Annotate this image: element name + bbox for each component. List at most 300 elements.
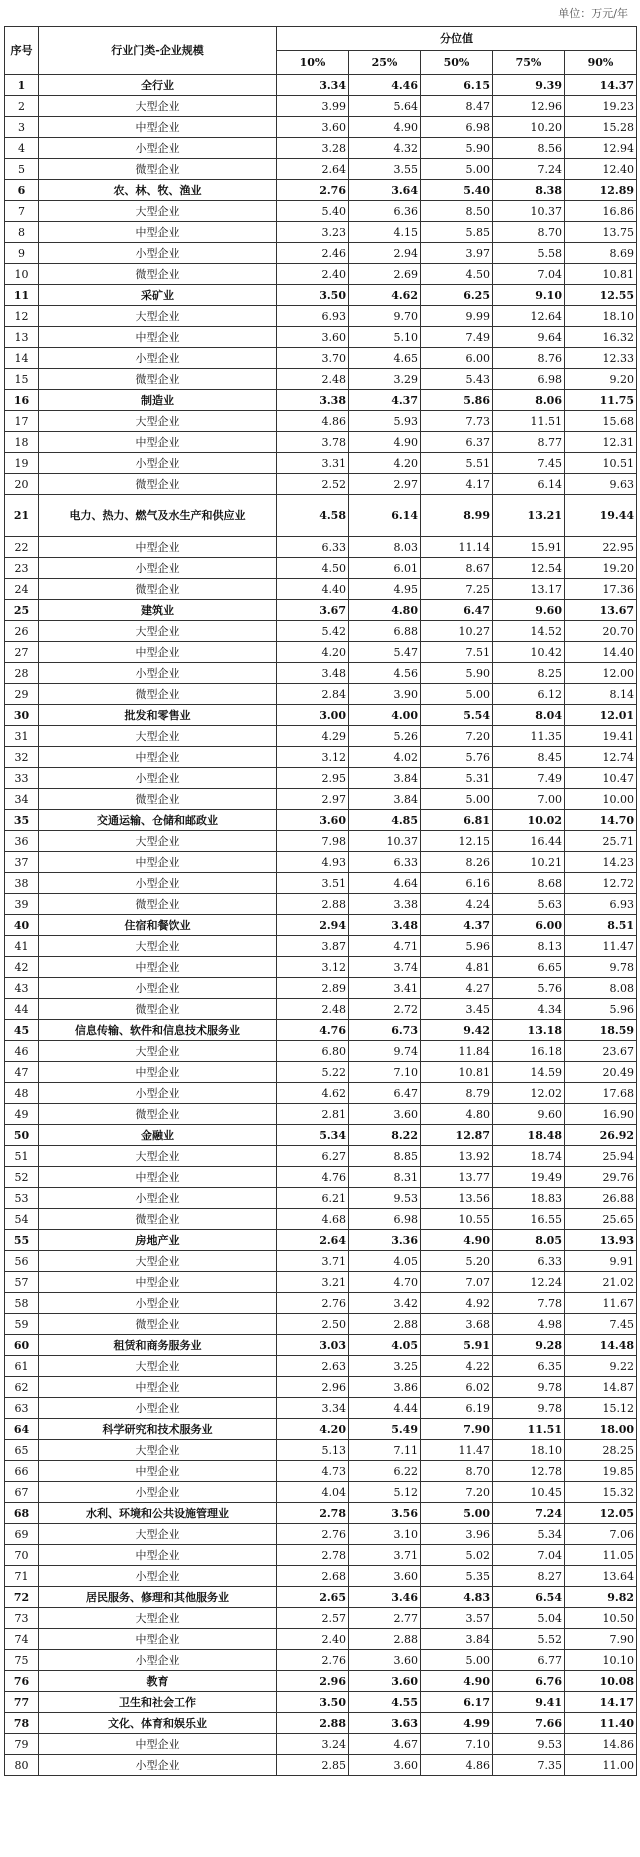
row-number: 50: [5, 1125, 39, 1146]
industry-name: 文化、体育和娱乐业: [39, 1713, 277, 1734]
value-p10: 2.84: [277, 684, 349, 705]
value-p75: 10.02: [493, 810, 565, 831]
value-p10: 3.87: [277, 936, 349, 957]
value-p50: 13.77: [421, 1167, 493, 1188]
row-number: 75: [5, 1650, 39, 1671]
table-row: [5, 1650, 637, 1671]
table-row: [5, 222, 637, 243]
value-p10: 2.96: [277, 1377, 349, 1398]
enterprise-size: 微型企业: [39, 474, 277, 495]
value-p75: 10.42: [493, 642, 565, 663]
value-p90: 14.40: [565, 642, 637, 663]
value-p25: 3.60: [349, 1650, 421, 1671]
value-p75: 5.04: [493, 1608, 565, 1629]
enterprise-size: 中型企业: [39, 222, 277, 243]
value-p25: 6.98: [349, 1209, 421, 1230]
value-p25: 9.53: [349, 1188, 421, 1209]
value-p10: 2.57: [277, 1608, 349, 1629]
row-number: 43: [5, 978, 39, 999]
value-p10: 2.76: [277, 1524, 349, 1545]
row-number: 63: [5, 1398, 39, 1419]
value-p50: 10.55: [421, 1209, 493, 1230]
value-p75: 6.35: [493, 1356, 565, 1377]
value-p10: 3.31: [277, 453, 349, 474]
value-p50: 10.27: [421, 621, 493, 642]
value-p75: 7.66: [493, 1713, 565, 1734]
value-p50: 5.00: [421, 684, 493, 705]
value-p10: 2.68: [277, 1566, 349, 1587]
enterprise-size: 大型企业: [39, 831, 277, 852]
value-p25: 2.97: [349, 474, 421, 495]
industry-name: 金融业: [39, 1125, 277, 1146]
value-p50: 7.49: [421, 327, 493, 348]
value-p25: 9.70: [349, 306, 421, 327]
value-p75: 10.45: [493, 1482, 565, 1503]
row-number: 40: [5, 915, 39, 936]
industry-name: 采矿业: [39, 285, 277, 306]
value-p50: 6.17: [421, 1692, 493, 1713]
value-p90: 11.05: [565, 1545, 637, 1566]
enterprise-size: 中型企业: [39, 1272, 277, 1293]
value-p75: 9.78: [493, 1398, 565, 1419]
value-p75: 8.68: [493, 873, 565, 894]
value-p50: 9.99: [421, 306, 493, 327]
value-p25: 5.64: [349, 96, 421, 117]
value-p75: 18.48: [493, 1125, 565, 1146]
enterprise-size: 小型企业: [39, 663, 277, 684]
col-header-p25: 25%: [349, 51, 421, 75]
value-p75: 9.78: [493, 1377, 565, 1398]
table-body: [5, 75, 637, 1776]
value-p75: 7.49: [493, 768, 565, 789]
row-number: 59: [5, 1314, 39, 1335]
value-p75: 12.24: [493, 1272, 565, 1293]
table-row: [5, 1398, 637, 1419]
value-p75: 7.00: [493, 789, 565, 810]
row-number: 22: [5, 537, 39, 558]
value-p90: 16.90: [565, 1104, 637, 1125]
row-number: 16: [5, 390, 39, 411]
table-row: [5, 1587, 637, 1608]
enterprise-size: 小型企业: [39, 1650, 277, 1671]
value-p75: 8.76: [493, 348, 565, 369]
value-p50: 4.90: [421, 1230, 493, 1251]
value-p75: 12.02: [493, 1083, 565, 1104]
row-number: 45: [5, 1020, 39, 1041]
industry-name: 水利、环境和公共设施管理业: [39, 1503, 277, 1524]
value-p90: 12.94: [565, 138, 637, 159]
value-p90: 25.94: [565, 1146, 637, 1167]
value-p50: 5.86: [421, 390, 493, 411]
value-p90: 28.25: [565, 1440, 637, 1461]
row-number: 25: [5, 600, 39, 621]
row-number: 39: [5, 894, 39, 915]
value-p10: 2.76: [277, 1650, 349, 1671]
value-p10: 6.80: [277, 1041, 349, 1062]
row-number: 4: [5, 138, 39, 159]
value-p25: 4.55: [349, 1692, 421, 1713]
value-p75: 8.05: [493, 1230, 565, 1251]
value-p25: 4.95: [349, 579, 421, 600]
table-row: [5, 999, 637, 1020]
value-p10: 4.50: [277, 558, 349, 579]
value-p75: 12.78: [493, 1461, 565, 1482]
value-p90: 9.63: [565, 474, 637, 495]
value-p25: 8.03: [349, 537, 421, 558]
row-number: 47: [5, 1062, 39, 1083]
value-p50: 11.14: [421, 537, 493, 558]
unit-label: 单位：万元/年: [558, 7, 628, 20]
row-number: 69: [5, 1524, 39, 1545]
enterprise-size: 微型企业: [39, 159, 277, 180]
value-p90: 10.08: [565, 1671, 637, 1692]
enterprise-size: 中型企业: [39, 1062, 277, 1083]
value-p75: 5.76: [493, 978, 565, 999]
table-row: [5, 1062, 637, 1083]
enterprise-size: 中型企业: [39, 747, 277, 768]
value-p10: 2.95: [277, 768, 349, 789]
value-p50: 5.85: [421, 222, 493, 243]
value-p50: 10.81: [421, 1062, 493, 1083]
row-number: 10: [5, 264, 39, 285]
value-p25: 7.10: [349, 1062, 421, 1083]
value-p75: 7.78: [493, 1293, 565, 1314]
value-p10: 7.98: [277, 831, 349, 852]
value-p90: 25.65: [565, 1209, 637, 1230]
value-p25: 2.88: [349, 1314, 421, 1335]
value-p75: 9.41: [493, 1692, 565, 1713]
value-p50: 5.02: [421, 1545, 493, 1566]
value-p25: 6.73: [349, 1020, 421, 1041]
value-p10: 3.03: [277, 1335, 349, 1356]
value-p90: 5.96: [565, 999, 637, 1020]
value-p50: 13.56: [421, 1188, 493, 1209]
table-row: [5, 138, 637, 159]
value-p90: 19.44: [565, 495, 637, 537]
value-p25: 5.10: [349, 327, 421, 348]
value-p10: 5.42: [277, 621, 349, 642]
row-number: 72: [5, 1587, 39, 1608]
value-p90: 14.17: [565, 1692, 637, 1713]
enterprise-size: 中型企业: [39, 852, 277, 873]
value-p10: 6.33: [277, 537, 349, 558]
value-p10: 4.04: [277, 1482, 349, 1503]
value-p75: 8.38: [493, 180, 565, 201]
value-p10: 2.88: [277, 894, 349, 915]
table-row: [5, 747, 637, 768]
table-row: [5, 474, 637, 495]
value-p10: 2.78: [277, 1545, 349, 1566]
industry-name: 批发和零售业: [39, 705, 277, 726]
value-p90: 8.51: [565, 915, 637, 936]
table-row: [5, 1083, 637, 1104]
row-number: 37: [5, 852, 39, 873]
value-p50: 5.51: [421, 453, 493, 474]
value-p25: 4.85: [349, 810, 421, 831]
table-row: [5, 1188, 637, 1209]
value-p50: 7.25: [421, 579, 493, 600]
value-p10: 4.40: [277, 579, 349, 600]
value-p50: 5.90: [421, 663, 493, 684]
value-p50: 8.67: [421, 558, 493, 579]
enterprise-size: 微型企业: [39, 894, 277, 915]
value-p10: 4.62: [277, 1083, 349, 1104]
table-row: [5, 978, 637, 999]
value-p10: 2.76: [277, 180, 349, 201]
row-number: 41: [5, 936, 39, 957]
table-row: [5, 873, 637, 894]
enterprise-size: 大型企业: [39, 1146, 277, 1167]
value-p50: 4.27: [421, 978, 493, 999]
value-p25: 3.56: [349, 1503, 421, 1524]
value-p75: 13.18: [493, 1020, 565, 1041]
enterprise-size: 小型企业: [39, 1188, 277, 1209]
industry-name: 信息传输、软件和信息技术服务业: [39, 1020, 277, 1041]
enterprise-size: 微型企业: [39, 579, 277, 600]
enterprise-size: 小型企业: [39, 1482, 277, 1503]
table-row: [5, 201, 637, 222]
value-p75: 6.76: [493, 1671, 565, 1692]
row-number: 26: [5, 621, 39, 642]
value-p25: 4.71: [349, 936, 421, 957]
row-number: 57: [5, 1272, 39, 1293]
value-p25: 6.88: [349, 621, 421, 642]
value-p25: 3.90: [349, 684, 421, 705]
enterprise-size: 小型企业: [39, 1083, 277, 1104]
value-p75: 13.21: [493, 495, 565, 537]
value-p75: 6.65: [493, 957, 565, 978]
value-p90: 10.00: [565, 789, 637, 810]
value-p10: 3.60: [277, 810, 349, 831]
value-p90: 9.78: [565, 957, 637, 978]
value-p90: 18.59: [565, 1020, 637, 1041]
value-p10: 2.64: [277, 1230, 349, 1251]
category-header: 行业门类-企业规模: [39, 27, 277, 75]
value-p90: 12.74: [565, 747, 637, 768]
industry-name: 交通运输、仓储和邮政业: [39, 810, 277, 831]
enterprise-size: 大型企业: [39, 96, 277, 117]
enterprise-size: 中型企业: [39, 1629, 277, 1650]
value-p90: 12.33: [565, 348, 637, 369]
value-p25: 4.67: [349, 1734, 421, 1755]
table-row: [5, 1713, 637, 1734]
value-p50: 6.15: [421, 75, 493, 96]
value-p75: 14.52: [493, 621, 565, 642]
value-p25: 3.38: [349, 894, 421, 915]
value-p25: 7.11: [349, 1440, 421, 1461]
value-p75: 8.70: [493, 222, 565, 243]
table-row: [5, 705, 637, 726]
value-p90: 13.93: [565, 1230, 637, 1251]
value-p50: 5.54: [421, 705, 493, 726]
row-number: 23: [5, 558, 39, 579]
value-p25: 3.60: [349, 1671, 421, 1692]
value-p75: 12.96: [493, 96, 565, 117]
value-p10: 4.76: [277, 1167, 349, 1188]
value-p90: 11.00: [565, 1755, 637, 1776]
value-p90: 11.40: [565, 1713, 637, 1734]
table-row: [5, 831, 637, 852]
value-p10: 3.50: [277, 1692, 349, 1713]
value-p25: 3.29: [349, 369, 421, 390]
value-p90: 13.67: [565, 600, 637, 621]
table-row: [5, 1671, 637, 1692]
enterprise-size: 微型企业: [39, 789, 277, 810]
value-p25: 3.46: [349, 1587, 421, 1608]
value-p10: 2.81: [277, 1104, 349, 1125]
row-number: 74: [5, 1629, 39, 1650]
value-p90: 12.89: [565, 180, 637, 201]
value-p50: 5.00: [421, 1650, 493, 1671]
value-p25: 3.63: [349, 1713, 421, 1734]
enterprise-size: 大型企业: [39, 306, 277, 327]
value-p90: 8.69: [565, 243, 637, 264]
table-row: [5, 1419, 637, 1440]
value-p25: 3.84: [349, 768, 421, 789]
value-p50: 5.20: [421, 1251, 493, 1272]
col-header-p50: 50%: [421, 51, 493, 75]
value-p50: 12.15: [421, 831, 493, 852]
row-number: 13: [5, 327, 39, 348]
row-number: 44: [5, 999, 39, 1020]
value-p75: 7.04: [493, 1545, 565, 1566]
value-p25: 2.88: [349, 1629, 421, 1650]
value-p90: 14.86: [565, 1734, 637, 1755]
industry-name: 科学研究和技术服务业: [39, 1419, 277, 1440]
value-p10: 2.46: [277, 243, 349, 264]
value-p50: 6.98: [421, 117, 493, 138]
value-p90: 7.06: [565, 1524, 637, 1545]
value-p75: 11.51: [493, 1419, 565, 1440]
value-p75: 11.51: [493, 411, 565, 432]
table-row: [5, 264, 637, 285]
table-row: [5, 1167, 637, 1188]
industry-name: 卫生和社会工作: [39, 1692, 277, 1713]
value-p50: 4.99: [421, 1713, 493, 1734]
row-number: 62: [5, 1377, 39, 1398]
value-p50: 3.68: [421, 1314, 493, 1335]
value-p25: 2.77: [349, 1608, 421, 1629]
value-p90: 14.23: [565, 852, 637, 873]
value-p90: 15.68: [565, 411, 637, 432]
table-row: [5, 1041, 637, 1062]
value-p75: 11.35: [493, 726, 565, 747]
value-p10: 3.38: [277, 390, 349, 411]
value-p10: 2.88: [277, 1713, 349, 1734]
row-number: 27: [5, 642, 39, 663]
value-p50: 6.37: [421, 432, 493, 453]
table-row: [5, 306, 637, 327]
row-number: 35: [5, 810, 39, 831]
table-row: [5, 789, 637, 810]
value-p25: 5.12: [349, 1482, 421, 1503]
value-p75: 5.34: [493, 1524, 565, 1545]
table-row: [5, 180, 637, 201]
value-p75: 7.24: [493, 159, 565, 180]
value-p25: 4.44: [349, 1398, 421, 1419]
value-p50: 8.99: [421, 495, 493, 537]
table-row: [5, 936, 637, 957]
table-row: [5, 957, 637, 978]
value-p10: 4.29: [277, 726, 349, 747]
value-p10: 4.20: [277, 1419, 349, 1440]
value-p25: 5.49: [349, 1419, 421, 1440]
value-p90: 15.28: [565, 117, 637, 138]
value-p25: 4.20: [349, 453, 421, 474]
enterprise-size: 中型企业: [39, 1167, 277, 1188]
enterprise-size: 大型企业: [39, 936, 277, 957]
value-p50: 12.87: [421, 1125, 493, 1146]
row-number: 60: [5, 1335, 39, 1356]
row-number: 65: [5, 1440, 39, 1461]
value-p50: 4.81: [421, 957, 493, 978]
table-row: [5, 453, 637, 474]
value-p90: 17.68: [565, 1083, 637, 1104]
table-row: [5, 684, 637, 705]
enterprise-size: 小型企业: [39, 138, 277, 159]
value-p50: 5.35: [421, 1566, 493, 1587]
value-p50: 6.19: [421, 1398, 493, 1419]
enterprise-size: 小型企业: [39, 348, 277, 369]
value-p25: 4.65: [349, 348, 421, 369]
value-p90: 20.49: [565, 1062, 637, 1083]
table-row: [5, 348, 637, 369]
enterprise-size: 微型企业: [39, 264, 277, 285]
value-p90: 7.90: [565, 1629, 637, 1650]
value-p90: 22.95: [565, 537, 637, 558]
value-p75: 5.52: [493, 1629, 565, 1650]
value-p90: 10.51: [565, 453, 637, 474]
table-row: [5, 1020, 637, 1041]
value-p90: 10.47: [565, 768, 637, 789]
value-p25: 6.47: [349, 1083, 421, 1104]
value-p25: 4.46: [349, 75, 421, 96]
row-number: 71: [5, 1566, 39, 1587]
row-number: 24: [5, 579, 39, 600]
row-number: 8: [5, 222, 39, 243]
enterprise-size: 小型企业: [39, 978, 277, 999]
table-row: [5, 1209, 637, 1230]
table-row: [5, 1692, 637, 1713]
value-p90: 18.10: [565, 306, 637, 327]
value-p50: 5.00: [421, 159, 493, 180]
enterprise-size: 小型企业: [39, 243, 277, 264]
value-p25: 3.60: [349, 1755, 421, 1776]
enterprise-size: 大型企业: [39, 1041, 277, 1062]
value-p90: 23.67: [565, 1041, 637, 1062]
value-p25: 2.72: [349, 999, 421, 1020]
row-number: 68: [5, 1503, 39, 1524]
table-row: [5, 390, 637, 411]
value-p90: 10.50: [565, 1608, 637, 1629]
value-p25: 4.02: [349, 747, 421, 768]
row-number: 5: [5, 159, 39, 180]
value-p90: 10.81: [565, 264, 637, 285]
value-p75: 6.14: [493, 474, 565, 495]
row-number: 49: [5, 1104, 39, 1125]
value-p25: 8.22: [349, 1125, 421, 1146]
value-p10: 3.48: [277, 663, 349, 684]
industry-name: 制造业: [39, 390, 277, 411]
value-p50: 4.37: [421, 915, 493, 936]
value-p75: 8.27: [493, 1566, 565, 1587]
table-row: [5, 642, 637, 663]
industry-name: 房地产业: [39, 1230, 277, 1251]
row-number: 14: [5, 348, 39, 369]
value-p75: 9.39: [493, 75, 565, 96]
value-p10: 3.78: [277, 432, 349, 453]
enterprise-size: 中型企业: [39, 1734, 277, 1755]
